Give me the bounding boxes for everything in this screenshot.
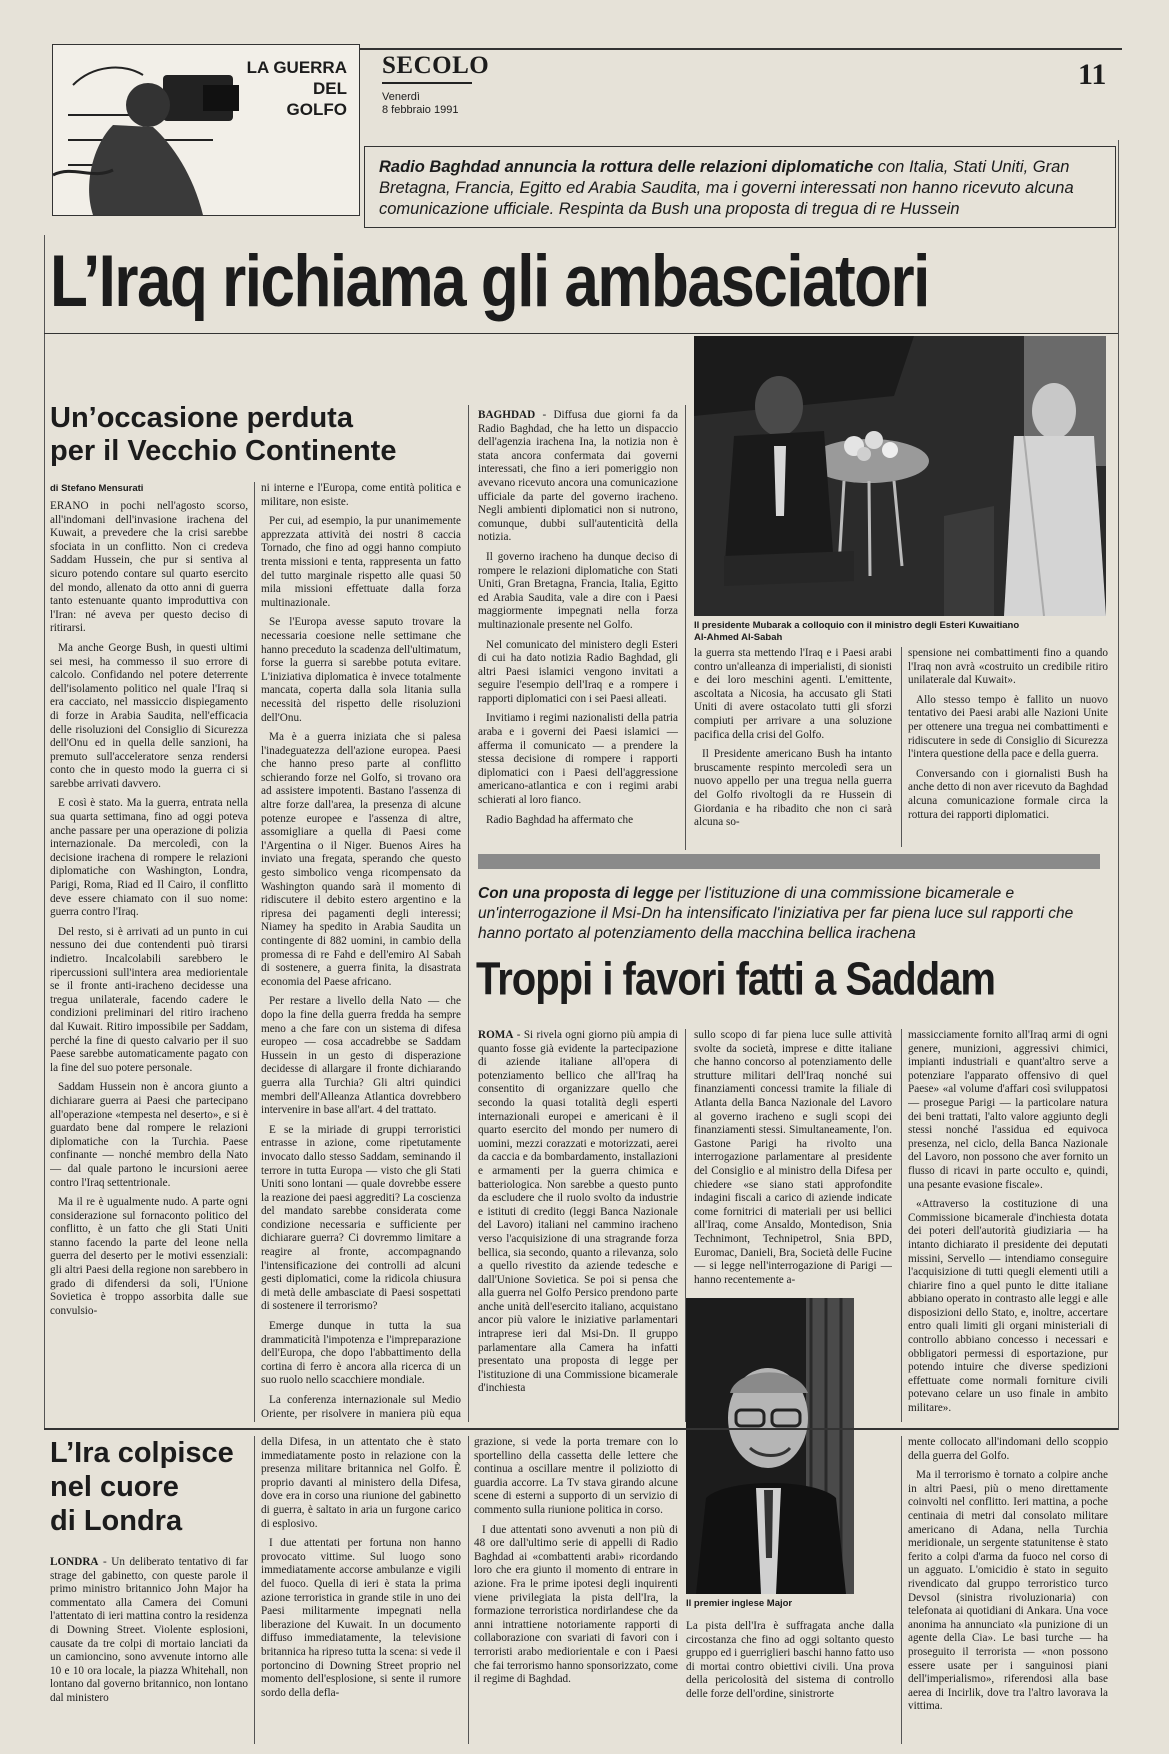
paragraph: LONDRA - Un deliberato tentativo di far strage del gabinetto, con queste parole il primo ministro britannico John Major ha commentato alla Camera dei Comuni l'attentato di ieri mattina contro la residenza di Downing Street. Violente esplosioni, causate da tre colpi di mortaio lanciati da un camioncino, sono avvenute intorno alle 10 e 10 ora locale, la piazza Whitehall, non lontano dal governo britannico, non lontano dal ministero: [50, 1556, 248, 1704]
paragraph: grazione, si vede la porta tremare con lo sportellino della cassetta delle lettere che continua a oscillare mentre il poliziotto di guardia accorre. La Tv stava girando alcune scene di esterni a supporto di un servizio di commento sulla riunione politica in corso.: [474, 1436, 678, 1516]
dateline: LONDRA: [50, 1556, 99, 1568]
mubarak-photo: [694, 336, 1106, 616]
lead-headline: L’Iraq richiama gli ambasciatori: [50, 241, 929, 323]
paragraph-text: Si rivela ogni giorno più ampia di quanto fosse già evidente la partecipazione di aziende italiane all'opera di potenziamento bellico che all'Iraq ha consentito di organizzare quello che secondo la quasi totalità degli esperti internazionali europei e americani è il quarto esercito del mondo per numero di uomini, mezzi corazzati e motorizzati, aerei da caccia e da bombardamento, installazioni e armamenti per la guerra chimica e batteriologica. Non sarebbe a questo punto da escludere che il ruolo svolto da industrie e istituti di credito (leggi Banca Nazionale del Lavoro) italiani nel cammino iracheno verso l'acquisizione di una stragrande forza bellica, sia secondo, quanto a rilevanza, solo a quello rivestito da aziende tedesche e dall'Unione Sovietica. Se poi si pensa che alla guerra nel Golfo Persico prendono parte anche unità dell'esercito italiano, acquistano ancor più valore le iniziative parlamentari intraprese ieri dal Msi-Dn. Il gruppo parlamentare alla Camera ha infatti presentato una proposta di legge per l'istituzione di una Commissione bicamerale d'inchiesta: [478, 1029, 678, 1395]
editorial-column-1: [50, 500, 248, 1422]
editorial-headline-line: Un’occasione perduta: [50, 402, 353, 434]
paragraph: Conversando con i giornalisti Bush ha anche detto di non aver ricevuto da Baghdad alcuna comunicazione formale circa la rottura dei rapporti diplomatici.: [908, 767, 1108, 821]
paragraph: massicciamente fornito all'Iraq armi di ogni genere, munizioni, aggressivi chimici, impianti industriali e quant'altro serve a potenziare l'apparato offensivo di quel Paese» «al volume d'affari così sviluppatosi — prosegue Parigi — la particolare natura dei beni trattati, l'alto valore aggiunto degli stessi nonché l'assidua ed equivoca presenza, nel ciclo, della Banca Nazionale del Lavoro, non possono che aver fornito un flusso di ricavi in parte occulto e, quindi, una pesante evasione fiscale».: [908, 1029, 1108, 1191]
baghdad-column-3: [908, 647, 1108, 847]
paragraph: sullo scopo di far piena luce sulle attività svolte da società, imprese e ditte italiane che hanno concorso al potenziamento delle strutture militari dell'Iraq nonché sui finanziamenti concessi tramite la filiale di Atlanta della Banca Nazionale del Lavoro al governo iracheno e sugli scopi dei finanziamenti stessi. Simultaneamente, l'on. Gastone Parigi ha rivolto una interrogazione parlamentare al presidente del Consiglio e al ministro della Difesa per chiedere «se siano stati approfondite indagini fiscali a carico di aziende indicate come fornitrici di materiali per usi bellici all'Iraq, come Ansaldo, Montedison, Snia Technimont, Technipetrol, Snia BPD, Euromac, Danieli, Bra, Società delle Fucine — si legge nell'interrogazione di Parigi — hanno recentemente a-: [694, 1029, 892, 1286]
paragraph: Ma il re è ugualmente nudo. A parte ogni considerazione sul fornaconto politico del conflitto, è un fatto che gli Stati Uniti stanno facendo la parte del leone nella guerra del deserto per le motivi essenziali: gli altri Paesi della regione non sarebbero in grado di difendersi da soli, l'Unione Sovietica è troppo assorbita dalle sue convulsio-: [50, 1196, 248, 1317]
photo-caption-line: Al-Ahmed Al-Sabah: [694, 632, 783, 643]
ira-headline-line: di Londra: [50, 1505, 183, 1537]
ira-column-4a: [686, 1620, 894, 1744]
saddam-column-1: [478, 1029, 678, 1422]
baghdad-column-2: [694, 647, 892, 847]
major-photo: [686, 1298, 854, 1594]
saddam-column-3: [908, 1029, 1108, 1422]
editorial-headline-line: per il Vecchio Continente: [50, 435, 397, 467]
paragraph: mente collocato all'indomani dello scoppio della guerra del Golfo.: [908, 1436, 1108, 1462]
section-logo: [52, 44, 360, 216]
paper-name: SECOLO: [382, 52, 490, 79]
lead-deck: [379, 157, 1105, 220]
paragraph: «Attraverso la costituzione di una Commissione bicamerale d'inchiesta dotata dei poteri dell'autorità giudiziaria — ha intanto dichiarato il presidente dei deputati missini, Servello — intendiamo conseguire l'acquisizione di tutti quegli elementi utili a chiarire fino a quel punto le ditte italiane abbiano operato in contrasto alle leggi e alle disposizioni dello Stato, e, inoltre, accertare entro quali limiti gli organi ministeriali di controllo abbiano concesso i necessari e obbligatori permessi di esportazione, pur potendo intuire che diverse spedizioni effettuate come normali forniture civili potevano celare un uso finale in ambito militare».: [908, 1198, 1108, 1415]
paragraph: Invitiamo i regimi nazionalisti della patria araba e i governi dei Paesi islamici — afferma il comunicato — a prendere la stessa decisione di rompere i rapporti diplomatici con i Paesi dell'aggressione americano-atlantica e con i regimi arabi schierati al loro fianco.: [478, 712, 678, 807]
portrait-photo-icon: [686, 1298, 854, 1594]
paragraph: Ma è a guerra iniziata che si palesa l'inadeguatezza dell'azione europea. Paesi che hanno preso parte al conflitto schierando forze nel Golfo, si trovano ora ad assistere impotenti. Bastano l'assenza di altre forze dall'area, la presenza di alcune potenze europee e l'assenza di altre, assomigliare a quella di Paesi come l'Argentina o il Niger. Buenos Aires ha inviato una fregata, sperando che questo gesto simbolico venga ricompensato da Washington quando sarà il momento di ridiscutere il debito estero argentino e la ripresa dei pagamenti degli interessi; Niamey ha spedito in Arabia Saudita un contingente di 882 uomini, in cambio della promessa di re Fahd e dell'emiro Al Sabah di sostenere, a guerra finita, la disastrata economia del Paese africano.: [261, 731, 461, 988]
paragraph: I due attentati sono avvenuti a non più di 48 ore dall'ultimo serie di appelli di Radio Baghdad ai «combattenti arabi» ricordando loro che era giunto il momento di entrare in azione. Fra le prime ipotesi degli inquirenti viene privilegiata la pista dell'Ira, la formazione terroristica nordirlandese che da anni intrattiene notoriamente rapporti di collaborazione con svariati di favori con i terroristi arabo mediorientale e con i Paesi che fai terrorismo hanno sponsorizzato, come il regime di Baghdad.: [474, 1523, 678, 1686]
paragraph: Del resto, si è arrivati ad un punto in cui nessuno dei due contendenti può tirarsi indietro. Incalcolabili sarebbero le ripercussioni sull'intera area mediorientale se il fronte anti-iracheno decidesse una tregua unilaterale, facendo cadere le condizioni preliminari del ritiro iracheno dal Kuwait. Ritiro impossibile per Saddam, perché la fine di questo calvario per il suo Paese sarebbe automaticamente pagato con la fine del suo potere personale.: [50, 925, 248, 1074]
paragraph: Saddam Hussein non è ancora giunto a dichiarare guerra ai Paesi che partecipano all'operazione «tempesta nel deserto», e si è guardato bene dal rompere le relazioni diplomatiche con la Turchia. Paese confinante — nonché membro della Nato — dal quale partono le incursioni aeree contro l'Iraq settentrionale.: [50, 1081, 248, 1189]
dateline: ROMA: [478, 1029, 514, 1041]
ira-headline-line: nel cuore: [50, 1471, 179, 1503]
lead-deck-rest: con Italia, Stati Uniti, Gran Bretagna, Francia, Egitto ed Arabia Saudita, ma i governi interessati non hanno ricevuto alcuna comunicazione ufficiale. Respinta da Bush una proposta di tregua di re Hussein: [379, 158, 1074, 218]
cameraman-illustration-icon: [53, 45, 243, 215]
paragraph: la guerra sta mettendo l'Iraq e i Paesi arabi contro un'alleanza di imperialisti, di sionisti e dei loro meschini agenti. L'emittente, ascoltata a Nicosia, ha accusato gli Stati Uniti di avere ostacolato tutti gli sforzi compiuti per arrivare a una soluzione pacifica della crisi del Golfo.: [694, 647, 892, 741]
paragraph: Allo stesso tempo è fallito un nuovo tentativo dei Paesi arabi alle Nazioni Unite per ottenere una tregua nei combattimenti e ridiscutere in sede di Consiglio di Sicurezza l'intera questione della pace e della guerra.: [908, 693, 1108, 761]
paragraph-text: Un deliberato tentativo di far strage del gabinetto, con queste parole il primo ministro britannico John Major ha commentato alla Camera dei Comuni l'attentato di ieri mattina contro la residenza di Downing Street. Violente esplosioni, causate da tre colpi di mortaio lanciati da un camioncino, sono avvenute intorno alle 10 e 10 ora locale, la piazza Whitehall, non lontano dal governo britannico, non lontano dal ministero: [50, 1556, 248, 1704]
section-logo-line: DEL: [313, 79, 347, 98]
ira-column-1: [50, 1556, 248, 1744]
section-logo-line: LA GUERRA: [246, 58, 347, 77]
page-number: 11: [1078, 58, 1107, 91]
paragraph: Radio Baghdad ha affermato che: [486, 813, 634, 826]
paragraph: Per cui, ad esempio, la pur unanimemente apprezzata attività dei nostri 8 caccia Tornado, che fino ad oggi hanno compiuto trenta missioni e tenta, rappresenta un fatto del tutto marginale rispetto alle quasi 50 mila missioni effettuate dalla forza multinazionale.: [261, 515, 461, 609]
meeting-photo-icon: [694, 336, 1106, 616]
ira-column-4b: [908, 1436, 1108, 1744]
saddam-headline: Troppi i favori fatti a Saddam: [476, 954, 995, 1005]
paragraph: ROMA - Si rivela ogni giorno più ampia di quanto fosse già evidente la partecipazione di aziende italiane all'opera di potenziamento bellico che all'Iraq ha consentito di organizzare quello che secondo la quasi totalità degli esperti internazionali europei e americani è il quarto esercito del mondo per numero di uomini, mezzi corazzati e motorizzati, aerei da caccia e da bombardamento, installazioni e armamenti per la guerra chimica e batteriologica. Non sarebbe a questo punto da escludere che il ruolo svolto da industrie e istituti di credito (leggi Banca Nazionale del Lavoro) italiani nel cammino iracheno verso l'acquisizione di una stragrande forza bellica, sia secondo, quanto a rilevanza, solo a quello rivestito da aziende tedesche e dall'Unione Sovietica. Se poi si pensa che alla guerra nel Golfo Persico prendono parte anche unità dell'esercito italiano, acquistano ancor più valore le iniziative parlamentari intraprese ieri dal Msi-Dn. Il gruppo parlamentare alla Camera ha infatti presentato una proposta di legge per l'istituzione di una Commissione bicamerale d'inchiesta: [478, 1029, 678, 1395]
paragraph: ERANO in pochi nell'agosto scorso, all'indomani dell'invasione irachena del Kuwait, a prevedere che la crisi sarebbe sfociata in un conflitto. Non ci credeva Saddam Hussein, che pur si sentiva al sicuro potendo contare sul quarto esercito del mondo, allenato da otto anni di guerra tanto estenuante quanto improduttiva con l'Iran: né aveva per questo deciso di ritirarsi.: [50, 500, 248, 635]
paragraph: E così è stato. Ma la guerra, entrata nella sua quarta settimana, fino ad oggi poteva anche passare per una operazione di polizia internazionale. Da mercoledì, con la decisione irachena di rompere le relazioni diplomatiche con Washington, Londra, Parigi, Roma, Riad ed Il Cairo, il conflitto deve essere chiamato con il suo nome: guerra contro l'Iraq.: [50, 797, 248, 919]
saddam-deck-rest: per l'istituzione di una commissione bicamerale e un'interrogazione il Msi-Dn ha intensificato l'iniziativa per far piena luce sul rapporti che hanno portato al potenziamento della macchina bellica irachena: [478, 885, 1074, 942]
paragraph: Nel comunicato del ministero degli Esteri di cui ha dato notizia Radio Baghdad, gli altri Paesi islamici vengono invitati a seguire l'esempio dell'Iraq e a rompere i rapporti diplomatici con i sei Paesi alleati.: [478, 638, 678, 705]
byline: di Stefano Mensurati: [50, 483, 144, 494]
paragraph-text: Diffusa due giorni fa da Radio Baghdad, che ha letto un dispaccio dell'agenzia irachena Ina, la notizia non è stata ancora confermata dai governi interessati, che fino a ieri pomeriggio non avevano ricevuto ancora una comunicazione ufficiale da parte del governo iracheno. Negli ambienti diplomatici non si nutrono, comunque, dubbi sull'autenticità della notizia.: [478, 409, 678, 544]
paragraph: E se la miriade di gruppi terroristici entrasse in azione, come ripetutamente invocato dallo stesso Saddam, seminando il terrore in tutta Europa — visto che gli Stati Uniti sono lontani — quale dovrebbe essere la reazione dei paesi aggrediti? La coscienza del mandato sarebbe considerata come condizione necessaria e sufficiente per dichiarare guerra? Ci dovremmo limitare a reagire al fronte, accompagnando l'intensificazione dei controlli ad alcuni gesti diplomatici, come la ridicola chiusura di metà delle ambasciate di Paesi sospettati di sostenere il terrorismo?: [261, 1123, 461, 1313]
lead-deck-box: [364, 146, 1116, 228]
major-photo-caption: Il premier inglese Major: [686, 1598, 793, 1609]
dateline: BAGHDAD: [478, 409, 536, 421]
baghdad-column-1: [478, 409, 678, 847]
paragraph: I due attentati per fortuna non hanno provocato vittime. Sul luogo sono immediatamente accorse ambulanze e vigili del fuoco. Quella di ieri è stata la prima azione terroristica in grande stile in uno dei Paesi militarmente impegnati nella liberazione del Kuwait. In un documento diffuso immediatamente, la televisione britannica ha ripreso tutta la scena: si vede il portoncino di Downing Street proprio nel momento dell'esplosione, si sente il rumore sordo della defla-: [261, 1537, 461, 1699]
issue-day: Venerdì: [382, 91, 420, 103]
photo-caption-line: Il presidente Mubarak a colloquio con il ministro degli Esteri Kuwaitiano: [694, 620, 1020, 631]
saddam-deck-bold: Con una proposta di legge: [478, 885, 674, 902]
paragraph: della Difesa, in un attentato che è stato immediatamente posto in relazione con la presenza militare britannica nel Golfo. È proprio davanti al ministero della Difesa, dove era in corso una riunione del gabinetto di guerra, è saltato in aria un furgone carico di esplosivo.: [261, 1436, 461, 1530]
section-divider-band: [478, 854, 1100, 869]
paragraph: La conferenza internazionale sul Medio Oriente, per risolvere in maniera più equa: [261, 1394, 461, 1420]
ira-column-3: [474, 1436, 678, 1744]
lead-deck-bold: Radio Baghdad annuncia la rottura delle relazioni diplomatiche: [379, 158, 874, 176]
editorial-column-2: [261, 482, 461, 1422]
paragraph: La pista dell'Ira è suffragata anche dalla circostanza che fino ad oggi soltanto questo gruppo ed i guerriglieri baschi hanno fatto uso di mortai contro obiettivi civili. Una prova della pericolosità del sistema di controllo delle forze dell'ordine, sinistrorte: [686, 1620, 894, 1700]
paragraph: ni interne e l'Europa, come entità politica e militare, non esiste.: [261, 482, 461, 508]
paragraph: Se l'Europa avesse saputo trovare la necessaria coesione nelle settimane che hanno preceduto la scadenza dell'ultimatum, forse la guerra si sarebbe potuta evitare. L'iniziativa diplomatica è invece totalmente mancata, coperta dalla sola litania sulla necessità del rispetto delle risoluzioni dell'Onu.: [261, 616, 461, 724]
paragraph: BAGHDAD - Diffusa due giorni fa da Radio Baghdad, che ha letto un dispaccio dell'agenzia irachena Ina, la notizia non è stata ancora confermata dai governi interessati, che fino a ieri pomeriggio non avevano ricevuto ancora una comunicazione ufficiale da parte del governo iracheno. Negli ambienti diplomatici non si nutrono, comunque, dubbi sull'autenticità della notizia.: [478, 409, 678, 544]
ira-headline-line: L’Ira colpisce: [50, 1437, 234, 1469]
paragraph: Per restare a livello della Nato — che dopo la fine della guerra fredda ha sempre meno a che fare con un sistema di difesa europeo — cosa accadrebbe se Saddam Hussein in un gesto di disperazione decidesse di allargare il fronte dichiarando guerra alla Turchia? Gli altri quindici membri dell'Alleanza Atlantica dovrebbero intervenire in base all'art. 4 del trattato.: [261, 995, 461, 1117]
paragraph: spensione nei combattimenti fino a quando l'Iraq non avrà «costruito un credibile ritiro unilaterale dal Kuwait».: [908, 647, 1108, 687]
saddam-column-2: [694, 1029, 892, 1291]
paragraph: Il governo iracheno ha dunque deciso di rompere le relazioni diplomatiche con Stati Uniti, Gran Bretagna, Francia, Italia, Egitto ed Arabia Saudita, vale a dire con i Paesi maggiormente impegnati nella forza multinazionale presente nel Golfo.: [478, 550, 678, 631]
paragraph: Emerge dunque in tutta la sua drammaticità l'impotenza e l'impreparazione dell'Europa, che dopo l'abbattimento della cortina di ferro è ancora alla ricerca di un suo ruolo nello scacchiere mondiale.: [261, 1320, 461, 1387]
issue-date: 8 febbraio 1991: [382, 104, 459, 116]
section-logo-line: GOLFO: [286, 100, 347, 119]
paragraph: Ma anche George Bush, in questi ultimi sei mesi, ha commesso il suo errore di calcolo. Confidando nel potere deterrente dell'isolamento politico nel quale l'Iraq si era cacciato, nel massiccio dispiegamento di forze in Arabia Saudita, nell'efficacia delle risoluzioni del Consiglio di Sicurezza dell'Onu ed in quella delle sanzioni, ha premuto sull'acceleratore senza rendersi conto che in questo modo la guerra ci si sarebbe arrivati davvero.: [50, 641, 248, 790]
paragraph: Il Presidente americano Bush ha intanto bruscamente respinto mercoledì sera un nuovo appello per una tregua nella guerra del Golfo rivoltogli da re Hussein di Giordania e ha ribadito che non ci sarà alcuna so-: [694, 748, 892, 829]
paragraph: Ma il terrorismo è tornato a colpire anche in altri Paesi, più o meno direttamente coinvolti nel conflitto. Ieri mattina, a poche centinaia di metri dal consolato militare americano di Adana, nella Turchia meridionale, un sergente statunitense è stato ferito a colpi d'arma da fuoco nel corso di un agguato. L'omicidio è stato in seguito rivendicato dal gruppo terroristico turco Devsol (sinistra rivoluzionaria) con telefonata ai quotidiani di Ankara. Una voce anonima ha annunciato «la punizione di un agente della Cia». Le basi turche — ha proseguito il terrorista — «non possono essere usate per i sanguinosi piani dell'imperialismo», riferendosi alla base aerea di Incirlik, dove tra l'altro lavorava la vittima.: [908, 1469, 1108, 1713]
ira-column-2: [261, 1436, 461, 1744]
saddam-deck: [478, 884, 1100, 944]
